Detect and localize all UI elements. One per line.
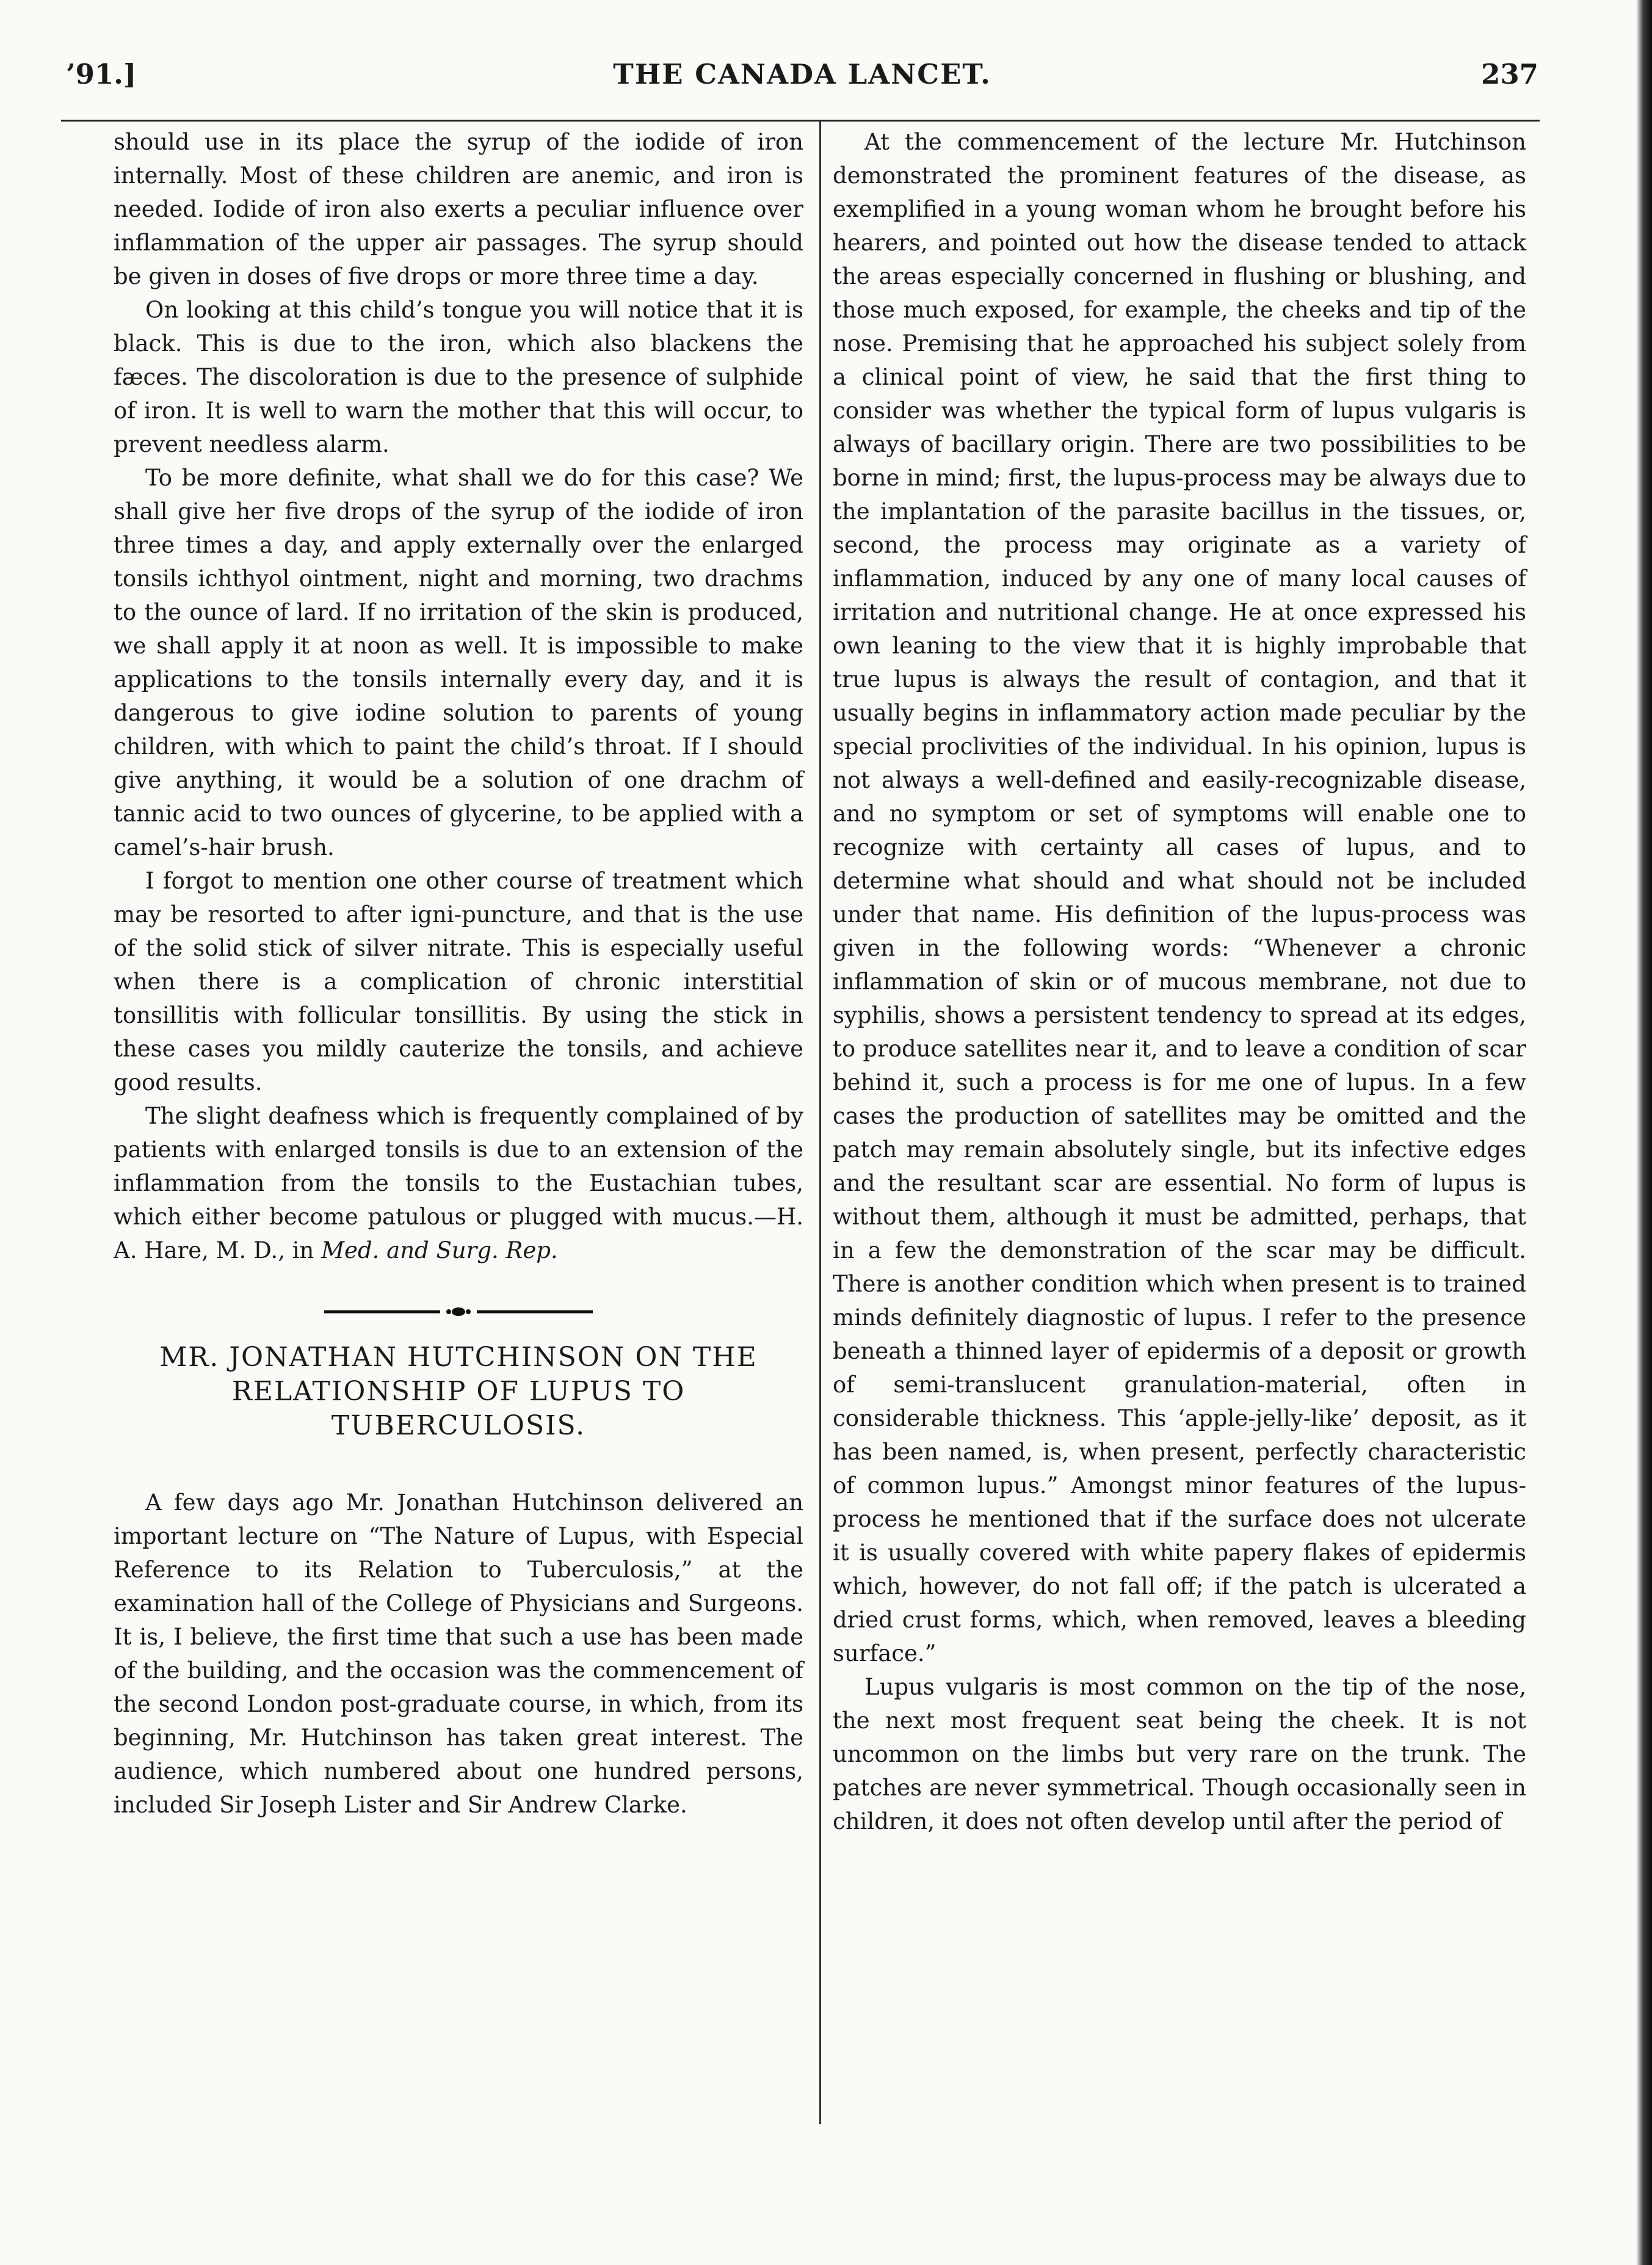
section-ornament bbox=[318, 1303, 599, 1321]
paragraph-text: The slight deafness which is frequently complained of by patients with enlarged tonsils is due to an extension of the inflammation from the tonsils to the Eustachian tubes, which either become patulous or plugged with mucus.—H. A. Hare, M. D., in bbox=[114, 1103, 803, 1263]
paragraph: On looking at this child’s tongue you will notice that it is black. This is due to the iron, which also blackens the fæces. The discoloration is due to the presence of sulphide of iron. It is well to warn the mother that this will occur, to prevent needless alarm. bbox=[114, 297, 803, 457]
header-rule bbox=[61, 120, 1540, 122]
left-column bbox=[114, 125, 803, 1822]
paragraph: I forgot to mention one other course of treatment which may be resorted to after igni-puncture, and that is the use of the solid stick of silver nitrate. This is especially useful when there is a complication of chronic interstitial tonsillitis with follicular tonsillitis. By using the stick in these cases you mildly cauterize the tonsils, and achieve good results. bbox=[114, 868, 803, 1096]
article-title: MR. JONATHAN HUTCHINSON ON THE RELATIONSHIP OF LUPUS TO TUBERCULOSIS. bbox=[159, 1342, 758, 1441]
paragraph: should use in its place the syrup of the iodide of iron internally. Most of these children are anemic, and iron is needed. Iodide of iron also exerts a peculiar influence over inflammation of the upper air passages. The syrup should be given in doses of five drops or more three time a day. bbox=[114, 129, 803, 289]
binding-edge bbox=[1636, 0, 1652, 2265]
paragraph: Lupus vulgaris is most common on the tip of the nose, the next most frequent seat being the cheek. It is not uncommon on the limbs but very rare on the trunk. The patches are never symmetrical. Though occasionally seen in children, it does not often develop until after the period of bbox=[833, 1674, 1526, 1834]
journal-title: THE CANADA LANCET. bbox=[613, 58, 991, 90]
source-citation: Med. and Surg. Rep. bbox=[321, 1237, 558, 1263]
paragraph: At the commencement of the lecture Mr. Hutchinson demonstrated the prominent features of the disease, as exemplified in a young woman whom he brought before his hearers, and pointed out how the disease tended to attack the areas especially concerned in flushing or blushing, and those much exposed, for example, the cheeks and tip of the nose. Premising that he approached his subject solely from a clinical point of view, he said that the first thing to consider was whether the typical form of lupus vulgaris is always of bacillary origin. There are two possibilities to be borne in mind; first, the lupus-process may be always due to the implantation of the parasite bacillus in the tissues, or, second, the process may originate as a variety of inflammation, induced by any one of many local causes of irritation and nutritional change. He at once expressed his own leaning to the view that it is highly improbable that true lupus is always the result of contagion, and that it usually begins in inflammatory action made peculiar by the special proclivities of the individual. In his opinion, lupus is not always a well-defined and easily-recognizable disease, and no symptom or set of symptoms will enable one to recognize with certainty all cases of lupus, and to determine what should and what should not be included under that name. His definition of the lupus-process was given in the following words: “Whenever a chronic inflammation of skin or of mucous membrane, not due to syphilis, shows a persistent tendency to spread at its edges, to produce satellites near it, and to leave a condition of scar behind it, such a process is for me one of lupus. In a few cases the production of satellites may be omitted and the patch may remain absolutely single, but its infective edges and the resultant scar are essential. No form of lupus is without them, although it must be admitted, perhaps, that in a few the demonstration of the scar may be difficult. There is another condition which when present is to trained minds definitely diagnostic of lupus. I refer to the presence beneath a thinned layer of epidermis of a deposit or growth of semi-translucent granulation-material, often in considerable thickness. This ‘apple-jelly-like’ deposit, as it has been named, is, when present, perfectly characteristic of common lupus.” Amongst minor features of the lupus-process he mentioned that if the surface does not ulcerate it is usually covered with white papery flakes of epidermis which, however, do not fall off; if the patch is ulcerated a dried crust forms, which, when removed, leaves a bleeding surface.” bbox=[833, 129, 1526, 1667]
paragraph: A few days ago Mr. Jonathan Hutchinson delivered an important lecture on “The Nature of Lupus, with Especial Reference to its Relation to Tuberculosis,” at the examination hall of the College of Physicians and Surgeons. It is, I believe, the first time that such a use has been made of the building, and the occasion was the commencement of the second London post-graduate course, in which, from its beginning, Mr. Hutchinson has taken great interest. The audience, which numbered about one hundred persons, included Sir Joseph Lister and Sir Andrew Clarke. bbox=[114, 1489, 803, 1818]
paragraph bbox=[114, 1099, 803, 1267]
right-column bbox=[833, 125, 1526, 1838]
running-header bbox=[66, 58, 1538, 101]
header-year: ’91.] bbox=[66, 58, 137, 90]
column-divider bbox=[819, 121, 821, 2124]
paragraph: To be more definite, what shall we do for this case? We shall give her five drops of the syrup of the iodide of iron three times a day, and apply externally over the enlarged tonsils ichthyol ointment, night and morning, two drachms to the ounce of lard. If no irritation of the skin is produced, we shall apply it at noon as well. It is impossible to make applications to the tonsils internally every day, and it is dangerous to give iodine solution to parents of young children, with which to paint the child’s throat. If I should give anything, it would be a solution of one drachm of tannic acid to two ounces of glycerine, to be applied with a camel’s-hair brush. bbox=[114, 465, 803, 860]
page-number: 237 bbox=[1481, 58, 1538, 90]
